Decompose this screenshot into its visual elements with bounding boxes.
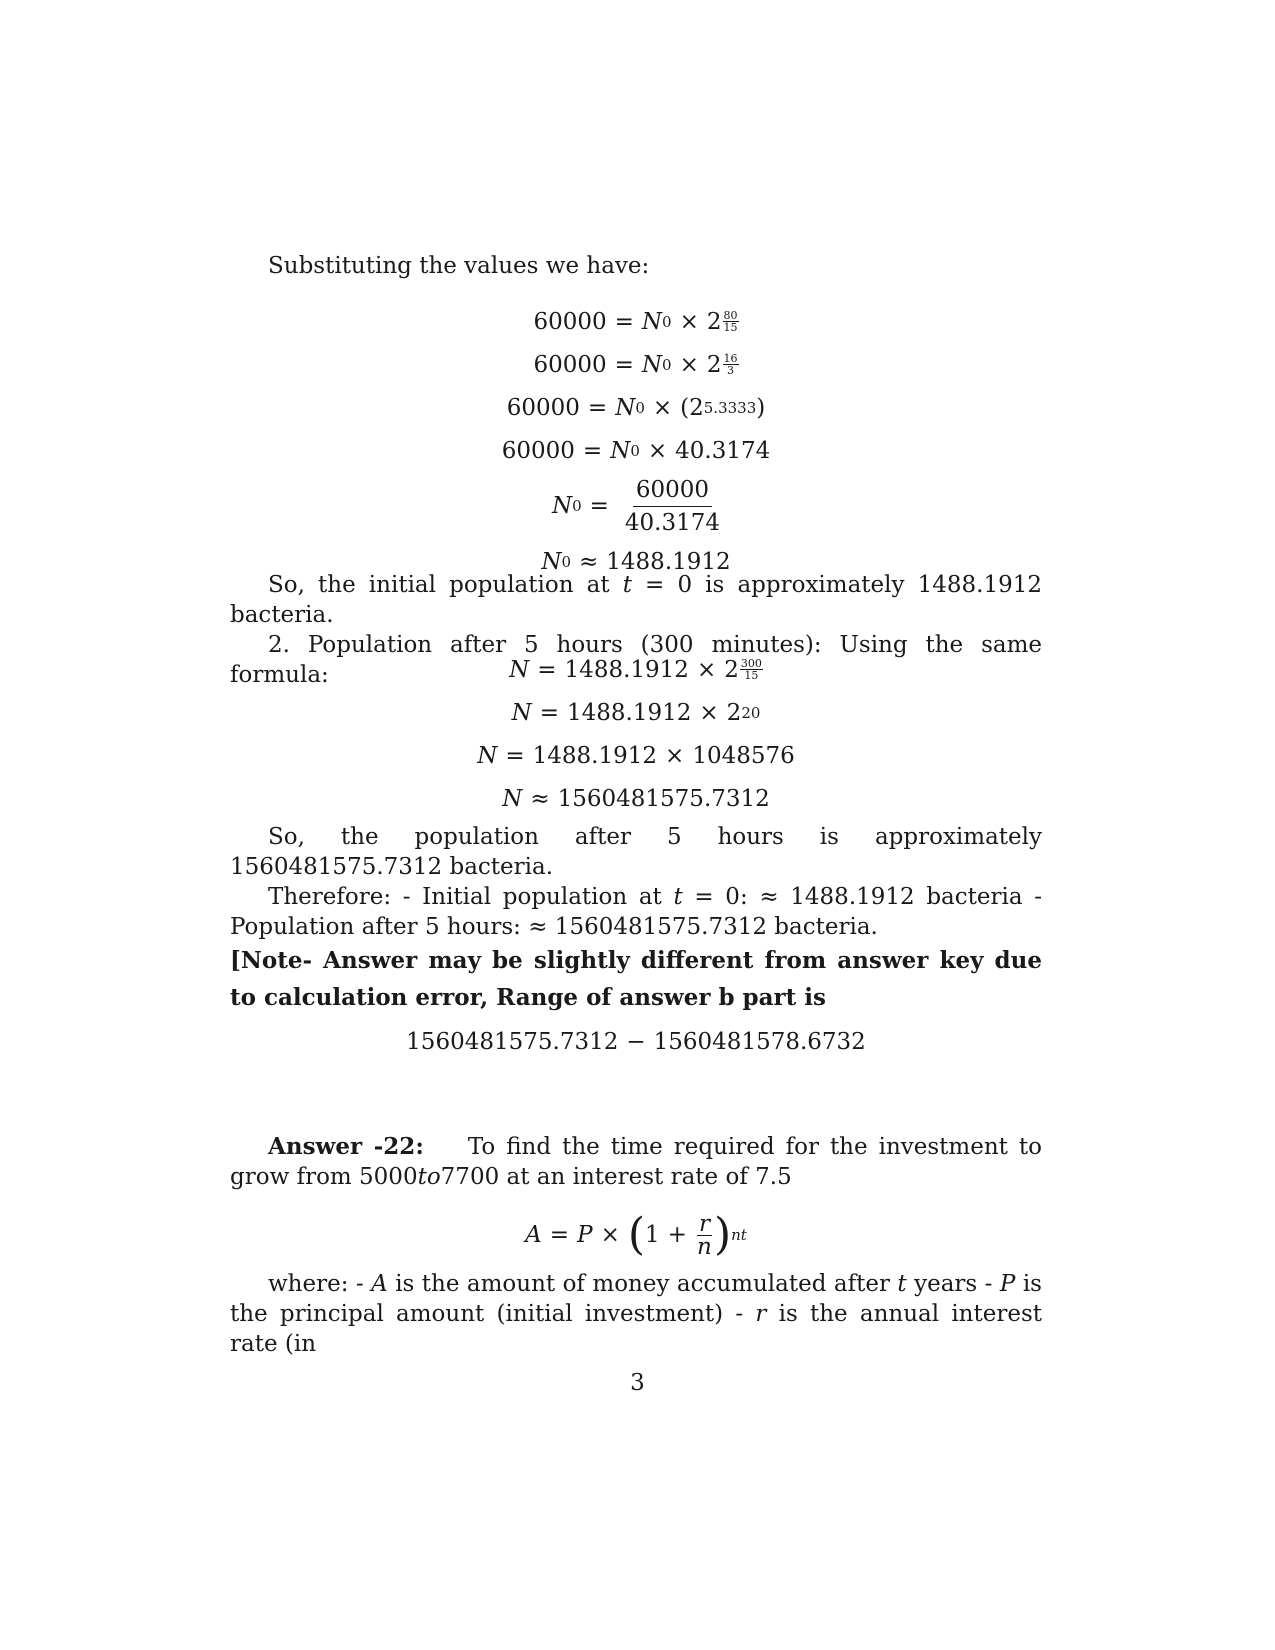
eq-variable: N — [477, 742, 498, 769]
eq-times: × — [679, 308, 699, 335]
eq-relation: = — [587, 394, 608, 421]
eq-base: 2 — [724, 656, 739, 683]
eq-rhs: 1560481575.7312 — [557, 785, 770, 812]
p1-line — [230, 570, 1042, 630]
eq-open-paren: ( — [680, 394, 690, 421]
eq-lhs: 60000 — [533, 308, 607, 335]
eq-variable: N — [541, 548, 562, 575]
where-c: years - — [906, 1271, 1000, 1297]
exp-numerator: 300 — [740, 657, 762, 670]
range-high: 1560481578.6732 — [653, 1028, 866, 1055]
equation-line — [230, 429, 1042, 472]
eq-relation: ≈ — [530, 785, 550, 812]
formula-plus: + — [667, 1222, 687, 1248]
where-a: where: - — [268, 1271, 372, 1297]
eq-exponent: 5.3333 — [703, 398, 757, 417]
equation-line — [230, 1020, 1042, 1063]
eq-times: × — [696, 656, 717, 683]
formula-n: n — [697, 1233, 712, 1260]
exp-numerator: 16 — [723, 352, 738, 365]
eq-times: × — [679, 351, 699, 378]
paragraph-summary — [230, 822, 1042, 1016]
eq-rhs: 40.3174 — [675, 437, 771, 464]
eq-lhs: 60000 — [501, 437, 575, 464]
eq-lhs: 60000 — [533, 351, 607, 378]
where-b: is the amount of money accumulated after — [387, 1271, 898, 1297]
exp-denominator: 3 — [727, 364, 735, 377]
where-d: is the principal amount (initial investment) - — [230, 1271, 1042, 1327]
where-var-r: r — [755, 1301, 767, 1327]
exp-denominator: 15 — [744, 669, 759, 682]
eq-subscript: 0 — [630, 441, 640, 460]
range-low: 1560481575.7312 — [406, 1028, 619, 1055]
eq-relation: = — [537, 656, 557, 683]
p4-variable-t: t — [673, 884, 683, 910]
p4-text-a: Therefore: - Initial population at — [268, 884, 674, 910]
eq-close-paren: ) — [756, 394, 766, 421]
equation-line — [230, 648, 1042, 691]
answer-text-to: to — [417, 1164, 441, 1190]
answer-22 — [230, 1132, 1042, 1192]
eq-exponent-fraction — [740, 658, 763, 681]
eq-subscript: 0 — [572, 497, 582, 515]
where-var-A: A — [371, 1271, 388, 1297]
formula-one: 1 — [645, 1222, 660, 1248]
answer-22-text — [230, 1132, 1042, 1192]
p1-text-a: So, the initial population at — [268, 572, 623, 598]
intro-text — [230, 251, 1042, 281]
equation-block-5-hours — [230, 648, 1042, 820]
eq-variable: N — [509, 656, 530, 683]
formula-r: r — [698, 1210, 710, 1237]
eq-variable: N — [610, 437, 631, 464]
range-dash: − — [626, 1028, 646, 1055]
eq-subscript: 0 — [662, 312, 672, 331]
p4-text-b: = 0: ≈ 1488.1912 bacteria - Population after 5 hours: ≈ 1560481575.7312 bacteria. — [230, 884, 1042, 940]
intro-line: Substituting the values we have: — [268, 253, 650, 279]
eq-relation: ≈ — [579, 548, 599, 575]
where-e: is the annual interest rate (in — [230, 1301, 1042, 1357]
eq-relation: = — [614, 308, 634, 335]
answer-label: Answer -22: — [268, 1133, 424, 1160]
p4-text — [230, 882, 1042, 942]
eq-times: × — [652, 394, 673, 421]
eq-subscript: 0 — [635, 398, 645, 417]
eq-times: × — [699, 699, 719, 726]
eq-value: 1048576 — [692, 742, 795, 769]
eq-display-fraction — [625, 477, 720, 536]
eq-variable: N — [615, 394, 636, 421]
eq-variable: N — [502, 785, 523, 812]
eq-rhs: 1488.1912 — [606, 548, 731, 575]
p1-text-b: = 0 is approximately 1488.1912 bacteria. — [230, 572, 1042, 628]
answer-text-b: 7700 at an interest rate of 7.5 — [440, 1164, 792, 1190]
eq-variable: N — [511, 699, 532, 726]
where-text — [230, 1269, 1042, 1359]
note-text: [Note- Answer may be slightly different from answer key due to calculation error, Range of answer b part is — [230, 947, 1042, 1011]
eq-variable: N — [641, 351, 663, 378]
equation-block-initial — [230, 300, 1042, 583]
formula-P: P — [577, 1222, 593, 1248]
exp-denominator: 15 — [723, 321, 738, 334]
eq-times: × — [665, 742, 685, 769]
eq-lhs: 60000 — [506, 394, 580, 421]
equation-line-fraction — [230, 472, 1042, 540]
eq-exponent-fraction — [723, 310, 739, 333]
eq-exponent: 20 — [741, 703, 761, 722]
formula-A: A — [525, 1222, 542, 1248]
fraction-denominator: 40.3174 — [624, 509, 721, 536]
eq-relation: = — [539, 699, 559, 726]
eq-base: 2 — [706, 308, 722, 335]
exp-numerator: 80 — [723, 309, 738, 322]
eq-base: 2 — [726, 699, 742, 726]
eq-variable: N — [551, 493, 573, 519]
equation-line — [230, 300, 1042, 343]
fraction-numerator: 60000 — [633, 477, 712, 507]
formula-left-paren: ( — [627, 1209, 646, 1260]
eq-value: 1488.1912 — [564, 656, 689, 683]
compound-interest-formula — [230, 1205, 1042, 1265]
formula-relation: = — [549, 1222, 570, 1248]
eq-value: 1488.1912 — [532, 742, 658, 769]
p2-line: 2. Population after 5 hours (300 minutes): Using the same formula: — [230, 632, 1042, 688]
eq-times: × — [647, 437, 668, 464]
equation-line — [230, 1205, 1042, 1265]
p3-text: So, the population after 5 hours is approximately 1560481575.7312 bacteria. — [230, 824, 1042, 880]
eq-base: 2 — [706, 351, 722, 378]
eq-exponent-fraction — [723, 353, 739, 376]
formula-exponent: nt — [731, 1226, 747, 1244]
eq-relation: = — [614, 351, 634, 378]
equation-line — [230, 386, 1042, 429]
eq-base: 2 — [689, 394, 704, 421]
page-number: 3 — [630, 1370, 645, 1396]
equation-line — [230, 777, 1042, 820]
eq-relation: = — [582, 437, 603, 464]
eq-subscript: 0 — [561, 552, 571, 571]
p1-variable-t: t — [622, 572, 632, 598]
eq-variable: N — [641, 308, 663, 335]
formula-fraction — [697, 1210, 712, 1260]
range-equation — [230, 1020, 1042, 1063]
eq-relation: = — [505, 742, 525, 769]
answer-text-a: To find the time required for the investment to grow from 5000 — [230, 1134, 1042, 1190]
formula-right-paren: ) — [713, 1209, 732, 1260]
eq-subscript: 0 — [662, 355, 672, 374]
equation-line — [230, 691, 1042, 734]
where-var-t: t — [897, 1271, 907, 1297]
equation-line — [230, 343, 1042, 386]
formula-times: × — [600, 1222, 620, 1248]
equation-line — [230, 734, 1042, 777]
paragraph-where — [230, 1269, 1042, 1359]
eq-value: 1488.1912 — [567, 699, 692, 726]
eq-relation: = — [589, 493, 609, 519]
where-var-P: P — [999, 1271, 1016, 1297]
